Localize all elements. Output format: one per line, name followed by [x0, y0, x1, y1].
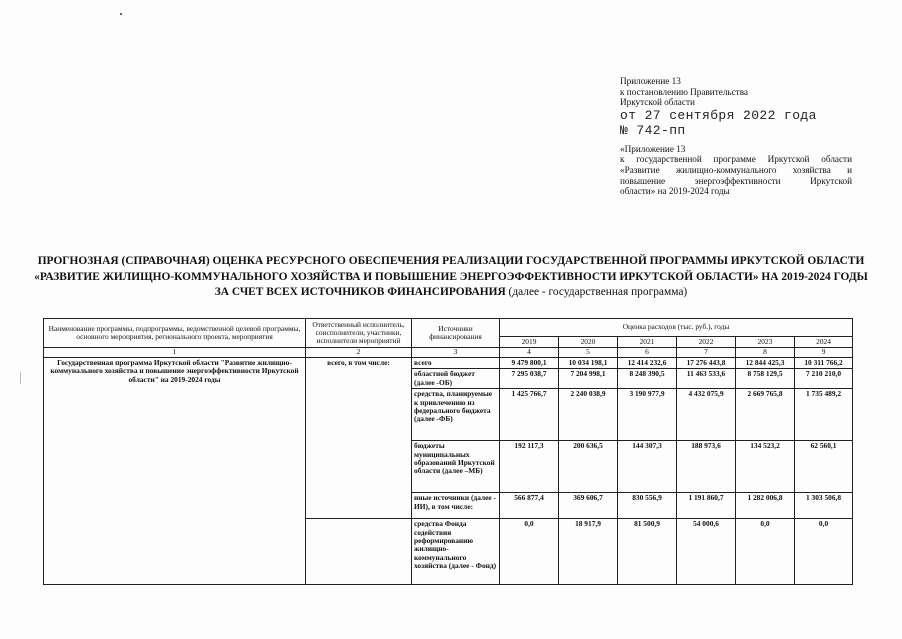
program-appendix-line: повышение энергоэффективности Иркутской [620, 175, 852, 186]
scan-speck [120, 13, 122, 15]
document-title [30, 254, 872, 301]
value-cell: 566 877,4 [500, 493, 559, 519]
value-cell: 17 276 443,8 [677, 357, 736, 368]
date-stamp: от 27 сентября 2022 года [620, 107, 817, 123]
value-cell: 200 636,5 [559, 441, 618, 493]
value-cell: 2 669 765,8 [736, 389, 795, 441]
value-cell: 8 248 390,5 [618, 369, 677, 389]
header-name: Наименование программы, подпрограммы, ведомственной целевой программы, основного мероприятия, регионального проекта, мероприятия [44, 319, 306, 348]
value-cell: 192 117,3 [500, 441, 559, 493]
header-responsible: Ответственный исполнитель, соисполнители, участники, исполнители мероприятий [306, 319, 412, 348]
column-number: 8 [736, 348, 795, 357]
program-appendix-line: к государственной программе Иркутской области [620, 154, 852, 165]
value-cell: 369 606,7 [559, 493, 618, 519]
responsible-cell: всего, в том числе: [306, 357, 412, 518]
value-cell: 830 556,9 [618, 493, 677, 519]
value-cell: 1 282 006,8 [736, 493, 795, 519]
column-number-row [44, 348, 853, 357]
source-cell: средства Фонда содействия реформированию жилищно-коммунального хозяйства (далее - Фонд) [412, 519, 500, 585]
appendix-line: Приложение 13 [620, 76, 681, 86]
value-cell: 0,0 [500, 519, 559, 585]
source-cell: бюджеты муниципальных образований Иркутской области (далее –МБ) [412, 441, 500, 493]
program-appendix-line: области» на 2019-2024 годы [620, 186, 730, 197]
value-cell: 188 973,6 [677, 441, 736, 493]
header-year: 2024 [795, 337, 853, 348]
program-appendix-line: «Приложение 13 [620, 143, 686, 154]
header-year: 2022 [677, 337, 736, 348]
appendix-line: к постановлению Правительства [620, 86, 748, 97]
value-cell: 1 191 860,7 [677, 493, 736, 519]
value-cell: 12 414 232,6 [618, 357, 677, 368]
appendix-line: Иркутской области [620, 97, 695, 108]
value-cell: 2 240 038,9 [559, 389, 618, 441]
responsible-cell-empty [306, 519, 412, 585]
value-cell: 144 307,3 [618, 441, 677, 493]
header-year: 2021 [618, 337, 677, 348]
value-cell: 7 204 998,1 [559, 369, 618, 389]
value-cell: 54 000,6 [677, 519, 736, 585]
table-row [44, 357, 853, 368]
column-number: 6 [618, 348, 677, 357]
column-number: 7 [677, 348, 736, 357]
column-number: 5 [559, 348, 618, 357]
header-sources: Источники финансирования [412, 319, 500, 348]
value-cell: 81 500,9 [618, 519, 677, 585]
appendix-header [620, 76, 852, 197]
header-estimate: Оценка расходов (тыс. руб.), годы [500, 319, 853, 337]
source-cell: областной бюджет (далее -ОБ) [412, 369, 500, 389]
value-cell: 10 311 766,2 [795, 357, 853, 368]
value-cell: 11 463 533,6 [677, 369, 736, 389]
value-cell: 0,0 [795, 519, 853, 585]
column-number: 3 [412, 348, 500, 357]
scan-mark [20, 372, 21, 384]
value-cell: 8 758 129,5 [736, 369, 795, 389]
column-number: 1 [44, 348, 306, 357]
value-cell: 12 844 425,3 [736, 357, 795, 368]
value-cell: 134 523,2 [736, 441, 795, 493]
document-title-suffix: (далее - государственная программа) [505, 286, 688, 298]
value-cell: 1 425 766,7 [500, 389, 559, 441]
document-title-bold: ПРОГНОЗНАЯ (СПРАВОЧНАЯ) ОЦЕНКА РЕСУРСНОГО ОБЕСПЕЧЕНИЯ РЕАЛИЗАЦИИ ГОСУДАРСТВЕННОЙ ПРОГРАММЫ ИРКУТСКОЙ ОБЛАСТИ «РАЗВИТИЕ ЖИЛИЩНО-КОММУНАЛЬНОГО ХОЗЯЙСТВА И ПОВЫШЕНИЕ ЭНЕРГОЭФФЕКТИВНОСТИ ИРКУТСКОЙ ОБЛАСТИ» НА 2019-2024 ГОДЫ ЗА СЧЕТ ВСЕХ ИСТОЧНИКОВ ФИНАНСИРОВАНИЯ [34, 255, 868, 298]
value-cell: 4 432 075,9 [677, 389, 736, 441]
value-cell: 3 190 977,9 [618, 389, 677, 441]
number-stamp: № 742-пп [620, 122, 686, 138]
column-number: 9 [795, 348, 853, 357]
value-cell: 7 295 038,7 [500, 369, 559, 389]
value-cell: 18 917,9 [559, 519, 618, 585]
value-cell: 1 303 506,8 [795, 493, 853, 519]
value-cell: 0,0 [736, 519, 795, 585]
value-cell: 9 479 800,1 [500, 357, 559, 368]
program-name-cell: Государственная программа Иркутской области "Развитие жилищно-коммунального хозяйства и повышение энергоэффективности Иркутской области" на 2019-2024 годы [44, 357, 306, 584]
header-year: 2019 [500, 337, 559, 348]
source-cell: средства, планируемые к привлечению из федерального бюджета (далее -ФБ) [412, 389, 500, 441]
source-cell: всего [412, 357, 500, 368]
header-year: 2020 [559, 337, 618, 348]
source-cell: иные источники (далее - ИИ), в том числе: [412, 493, 500, 519]
value-cell: 62 560,1 [795, 441, 853, 493]
column-number: 4 [500, 348, 559, 357]
column-number: 2 [306, 348, 412, 357]
budget-table [43, 318, 853, 585]
program-appendix-line: «Развитие жилищно-коммунального хозяйства и [620, 164, 852, 175]
value-cell: 10 034 198,1 [559, 357, 618, 368]
header-year: 2023 [736, 337, 795, 348]
value-cell: 1 735 489,2 [795, 389, 853, 441]
value-cell: 7 210 210,0 [795, 369, 853, 389]
